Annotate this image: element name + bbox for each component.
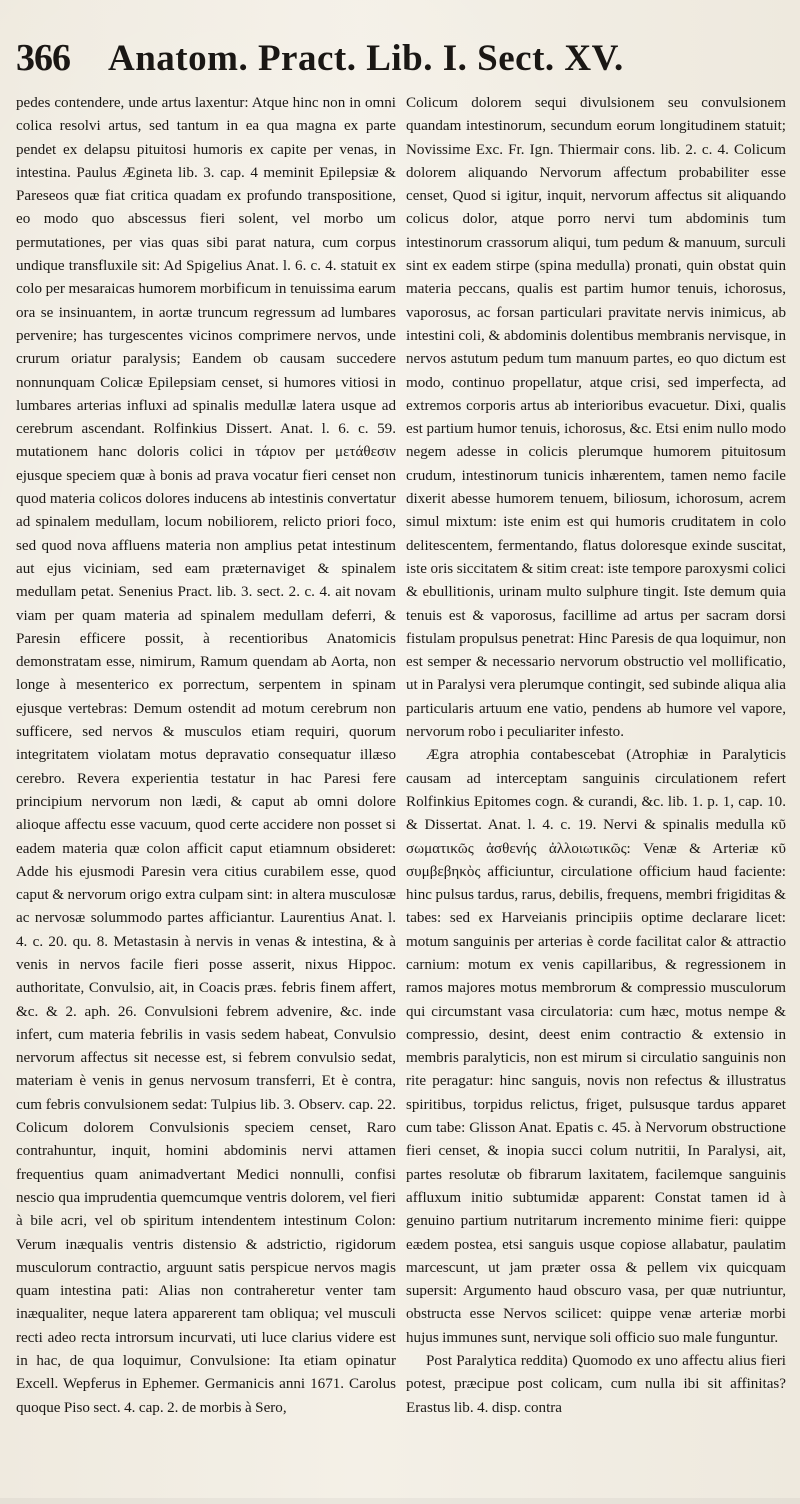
right-paragraph: Post Paralytica reddita) Quomodo ex uno affectu alius fieri potest, præcipue post colicam, cum nulla ibi sit affinitas? Erastus lib. 4. disp. contra	[406, 1353, 786, 1416]
right-paragraph: Ægra atrophia contabescebat (Atrophiæ in Paralyticis causam ad interceptam sanguinis circulationem refert Rolfinkius Epitomes cogn. & curandi, &c. lib. 1. p. 1, cap. 10. & Dissertat. Anat. l. 4. c. 19. Nervi & spinalis medulla κῦ σωματικῶς ἀσθενής ἀλλοιωτικῶς: Venæ & Arteriæ κῦ συμβεβηκὸς afficiuntur, circulatione officium haud faciente: hinc pulsus tardus, rarus, debilis, frequens, membri frigiditas & tabes: sed ex Harveianis principiis optime declarare licet: motum sanguinis per arterias è corde facilitat calor & attractio carnium: motum ex venis capillaribus, & regressionem in ramos majores motus membrorum & compressio musculorum qui circumstant vasa circulatoria: cum hæc, motus nempe & compressio, desint, deest enim contractio & extensio in membris paralyticis, non est mirum si circulatio sanguinis non rite peragatur: hinc sanguis, novis non refectus & illustratus spiritibus, torpidus relictus, friget, pulsusque tardus apparet cum tabe: Glisson Anat. Epatis c. 45. à Nervorum obstructione fieri censet, & inopia succi colum nutritii, In Paralysi, ait, partes resolutæ ob fibrarum laxitatem, facilemque sanguinis affluxum initio subtumidæ apparent: Constat tamen id à genuino partium nutritarum incremento minime fieri: quippe eædem postea, etsi sanguis usque copiose allabatur, paulatim marcescunt, ut jam præter ossa & pellem vix quicquam supersit: Argumento haud obscuro vasa, per quæ nutriuntur, obstructa esse Nervos scilicet: quippe venæ arteriæ morbi hujus immunes sunt, nervique soli officio suo male funguntur.	[406, 747, 786, 1346]
page-header	[16, 36, 786, 86]
right-column	[406, 92, 786, 1420]
running-head: Anatom. Pract. Lib. I. Sect. XV.	[108, 38, 624, 79]
left-column	[16, 92, 396, 1420]
right-paragraph: Colicum dolorem sequi divulsionem seu convulsionem quandam intestinorum, secundum eorum longitudinem statuit; Novissime Exc. Fr. Ign. Thiermair cons. lib. 2. c. 4. Colicum dolorem aliquando Nervorum affectum probabiliter esse censet, Quod si igitur, inquit, nervorum affectus sit aliquando colicus dolor, atque porro nervi tum abdominis tum intestinorum crassorum aliqui, tum pedum & manuum, surculi sint ex eadem stirpe (spina medulla) pronati, quin obstat quin materia peccans, qualis est partim humor tenuis, ichorosus, vaporosus, ac forsan particulari pravitate nervis inimicus, ab intestini coli, & abdominis dolentibus membranis nervisque, in nervos astutum pedum tum manuum partes, eo quo dictum est modo, continuo propellatur, atque crisi, sed imperfecta, ad extremos corporis artus ab interioribus evacuetur. Dixi, qualis est partium humor tenuis, ichorosus, &c. Etsi enim nullo modo negem adesse in colicis plerumque humorem pituitosum crudum, intestinorum tunicis inhærentem, tamen nemo facile dixerit abesse humorem tenuem, biliosum, ichorosum, acrem simul mixtum: iste enim est qui humoris cruditatem in colo delitescentem, fermentando, flatus doloresque exinde suscitat, iste oris siccitatem & sitim creat: iste tempore paroxysmi colici & ebullitionis, urinam multo sulphure tingit. Iste demum quia tenuis est & vaporosus, facillime ad artus per sacram dorsi fistulam propulsus penetrat: Hinc Paresis de qua loquimur, non est semper & necessario nervorum obstructio vel mollificatio, ut in Paralysi vera plerumque contingit, sed subinde aliqua alia particularis artuum ene vatio, pendens ab humore vel vapore, nervorum robo i peculiariter infesto.	[406, 95, 786, 741]
page-edge-shadow	[0, 1498, 800, 1504]
text-columns	[16, 92, 786, 1420]
left-paragraph: pedes contendere, unde artus laxentur: Atque hinc non in omni colica resolvi artus, sed tantum in ea qua magna ex parte pendet ex delapsu pituitosi humoris ex capite per venas, in intestina. Paulus Ægineta lib. 3. cap. 4 meminit Epilepsiæ & Pareseos quæ fiat critica quadam ex profundo transpositione, eo modo quo abscessus fieri solent, vel morbo um permutationes, per vias quas sibi parat natura, cum corpus undique transfluxile sit: Ad Spigelius Anat. l. 6. c. 4. statuit ex colo per mesaraicas humorem morbificum in tenuissima earum ora se insinuantem, in aortæ truncum regressum ad lumbares pervenire; has turgescentes vicinos comprimere nervos, unde crurum oriatur paralysis; Eandem ob causam succedere nonnunquam Colicæ Epilepsiam censet, si humores vitiosi in lumbares arterias influxi ad spinalis medullæ latera usque ad cerebrum ascendant. Rolfinkius Dissert. Anat. l. 6. c. 59. mutationem hanc doloris colici in τάριον per μετάθεσιν ejusque speciem quæ à bonis ad prava vocatur fieri censet non quod materia colicos dolores inducens ab intestinis convertatur ad spinalem medullam, locum nobiliorem, relicto priori foco, sed quod nova affluens materia non amplius petat intestinum aut ejus viciniam, sed eam præternaviget & spinalem medullam petat. Senenius Pract. lib. 3. sect. 2. c. 4. ait novam viam per quam materia ad spinalem medullam deferri, & Paresin efficere possit, à recentioribus Anatomicis demonstratam esse, nimirum, Ramum quendam ab Aorta, non longe à mesenterico ex porrectum, serpentem in spinam ejusque vertebras: Demum ostendit ad motum cerebrum non sufficere, sed nervos & musculos etiam requiri, quorum integritatem violatam motus depravatio consequatur illæso cerebro. Revera experientia testatur in hac Paresi fere principium nervorum non lædi, & caput ab omni dolore alioque affectu esse vacuum, quod certe accidere non posset si eadem materia quæ colon afficit caput etiamnum obsideret: Adde his ejusmodi Paresin vera citius curabilem esse, quod caput & nervorum origo extra culpam sint: in altera musculosæ ac nervosæ solummodo partes afficiantur. Laurentius Anat. l. 4. c. 20. qu. 8. Metastasin à nervis in venas & intestina, & à venis in nervos facile fieri posse asserit, nixus Hippoc. authoritate, Convulsio, ait, in Coacis præs. febris finem affert, &c. & 2. aph. 26. Convulsioni febrem advenire, &c. inde infert, cum materia febrilis in vasis sedem habeat, Convulsio nervorum affectus sit necesse est, si febrem convulsio sedat, materiam è venis in genus nervosum transferri, Et è contra, cum febris convulsionem sedat: Tulpius lib. 3. Observ. cap. 22. Colicum dolorem Convulsionis speciem censet, Raro contrahuntur, inquit, homini abdominis nervi attamen frequentius quam animadvertant Medici nonnulli, confisi nescio qua imprudentia quemcumque ventris dolorem, vel fieri à bile acri, vel ob spiritum intendentem intestinum Colon: Verum inæqualis ventris distensio & adstrictio, rigidorum musculorum contractio, arguunt satis perspicue nervos magis quam intestina pati: Alias non contraheretur venter tam inæqualiter, neque latera apparerent tam obliqua; vel musculi recti adeo recta introrsum incurvati, uti luce clarius videre est in hac, de qua loquimur, Convulsione: Ita etiam opinatur Excell. Wepferus in Ephemer. Germanicis anni 1671. Carolus quoque Piso sect. 4. cap. 2. de morbis à Sero,	[16, 95, 396, 1416]
page-number: 366	[16, 37, 70, 79]
